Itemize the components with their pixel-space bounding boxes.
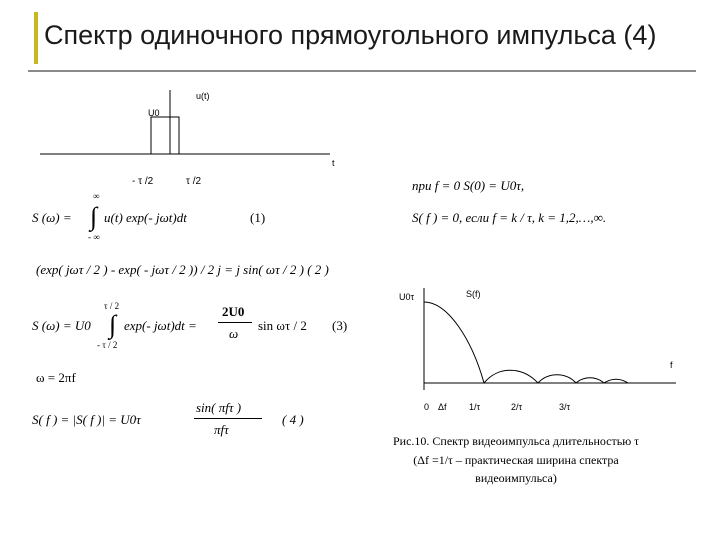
pulse-tick-right: τ /2 (186, 176, 202, 187)
eq1-number: (1) (250, 210, 266, 225)
pulse-xlabel: t (332, 158, 335, 168)
pulse-rectangle (151, 117, 179, 154)
eq4-fraction-numerator: sin( πfτ ) (196, 400, 242, 415)
eq4-number: ( 4 ) (282, 412, 304, 427)
spectrum-side-lobe-1 (484, 370, 538, 383)
spectrum-side-lobe-3 (576, 378, 604, 383)
pulse-amplitude-label: U0 (148, 108, 160, 118)
title-underline (28, 70, 696, 72)
spectrum-side-lobe-2 (538, 375, 576, 383)
condition-zeros: S( f ) = 0, если f = k / τ, k = 1,2,…,∞. (412, 210, 607, 225)
eq3-integral-sign: ∫ (109, 310, 117, 339)
eq4-fraction-denominator: πfτ (214, 422, 229, 437)
eq1-upper-limit: ∞ (93, 191, 100, 201)
pulse-tick-left: - τ /2 (132, 176, 154, 187)
figure-caption-line-1: Рис.10. Спектр видеоимпульса длительностью τ (392, 434, 640, 448)
eq1-integrand: u(t) exp(- jωt)dt (104, 210, 187, 225)
eq1-lower-limit: - ∞ (88, 232, 100, 242)
eq3-number: (3) (332, 318, 348, 333)
omega-definition: ω = 2πf (36, 370, 76, 385)
figure-caption-line-2: (Δf =1/τ – практическая ширина спектра (413, 453, 619, 467)
eq1-integral-sign: ∫ (90, 202, 98, 231)
spectrum-tick-2: 2/τ (511, 402, 523, 412)
spectrum-main-lobe (424, 302, 484, 383)
eq3-integrand: exp(- jωt)dt = (124, 318, 197, 333)
eq3-fraction-bar (218, 322, 252, 323)
spectrum-xlabel: f (670, 360, 673, 370)
eq3-lhs: S (ω) = U0 (32, 318, 91, 333)
pulse-ylabel: u(t) (196, 91, 210, 101)
eq1-lhs: S (ω) = (32, 210, 72, 225)
spectrum-side-lobe-4 (604, 379, 628, 383)
eq3-rhs: sin ωτ / 2 (258, 318, 307, 333)
spectrum-tick-3: 3/τ (559, 402, 571, 412)
spectrum-ylabel: S(f) (466, 289, 481, 299)
spectrum-tick-delta-f: Δf (438, 402, 447, 412)
spectrum-plot (380, 280, 700, 420)
condition-zero-freq: при f = 0 S(0) = U0τ, (412, 178, 525, 193)
eq3-fraction-denominator: ω (229, 326, 239, 341)
eq3-fraction-numerator: 2U0 (222, 304, 245, 319)
spectrum-tick-0: 0 (424, 402, 430, 412)
figure-caption-line-3: видеоимпульса) (475, 471, 557, 485)
accent-bar (34, 12, 38, 64)
spectrum-tick-1: 1/τ (469, 402, 481, 412)
pulse-plot (0, 80, 360, 190)
slide-title: Спектр одиночного прямоугольного импульса (4) (44, 20, 657, 50)
eq3-lower-limit: - τ / 2 (97, 340, 118, 350)
eq4-lhs: S( f ) = |S( f )| = U0τ (32, 412, 141, 427)
spectrum-amplitude-label: U0τ (399, 292, 415, 302)
eq3-upper-limit: τ / 2 (104, 301, 120, 311)
eq2: (exp( jωτ / 2 ) - exp( - jωτ / 2 )) / 2 j = j sin( ωτ / 2 ) ( 2 ) (36, 262, 329, 277)
eq4-fraction-bar (194, 418, 262, 419)
